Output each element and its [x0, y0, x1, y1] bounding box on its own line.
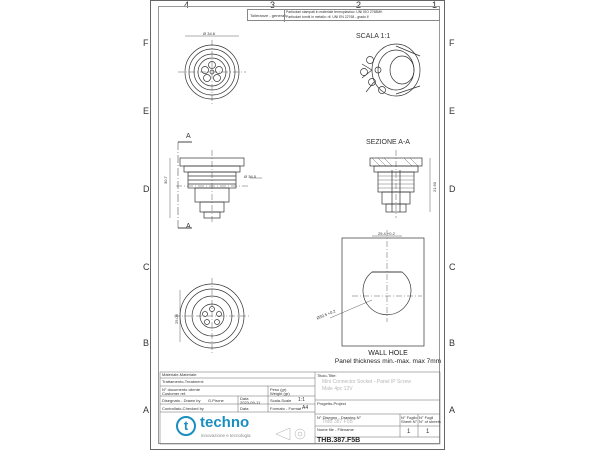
- tb-checked-by: Controllato-Checked by: [162, 406, 204, 411]
- back-view: [174, 278, 250, 354]
- isometric-view: [361, 44, 421, 96]
- zone-right-b: B: [449, 338, 456, 348]
- tb-sheet-label: N° Foglio: [401, 415, 418, 420]
- tb-format-value: A4: [302, 405, 309, 411]
- tb-materiale: Materiale-Materiale:: [162, 372, 198, 377]
- dim-height: 30.7: [163, 176, 168, 184]
- tb-sheet-label-en: Sheet N°: [401, 419, 418, 424]
- wall-hole-subtitle: Panel thickness min.-max. max 7mm: [334, 358, 442, 365]
- zone-left-c: C: [143, 262, 150, 272]
- zone-right-d: D: [449, 184, 456, 194]
- zone-left-f: F: [143, 38, 149, 48]
- zone-left-e: E: [143, 106, 150, 116]
- dim-hole-diameter: Ø30.5 +0.2: [315, 308, 337, 321]
- zone-right-a: A: [449, 405, 456, 415]
- tb-title-value-2: Male 4pc 12V: [322, 386, 353, 392]
- tb-trattamento: Trattamento-Treatment:: [162, 379, 204, 384]
- section-title: SEZIONE A-A: [366, 139, 410, 146]
- tb-sheets-label: N° Fogli: [419, 415, 434, 420]
- tb-of-sheets-label: N° of sheets: [419, 419, 441, 424]
- tb-format-label: Formato - Format: [270, 406, 302, 411]
- tb-drawn-by-label: Disegnato - Drawn by: [162, 398, 201, 403]
- zone-top-2: 2: [356, 0, 362, 10]
- zone-right-c: C: [449, 262, 456, 272]
- front-view-top: [178, 36, 246, 104]
- zone-left-b: B: [143, 338, 150, 348]
- tb-drawing-number-value: TMB 387 F5B: [322, 419, 353, 425]
- zone-top-4: 4: [184, 0, 190, 10]
- tb-title-label: Titolo-Title:: [317, 373, 337, 378]
- zone-top-1: 1: [432, 0, 438, 10]
- section-marker-bottom: A: [186, 223, 191, 230]
- tolerance-line-2: Particolari torniti in metallo: rif. UNI EN 22768 - grado f/: [286, 15, 369, 19]
- wall-hole-view: [330, 230, 424, 346]
- wall-hole-title: WALL HOLE: [368, 350, 408, 357]
- side-view: [170, 142, 262, 228]
- zone-right-e: E: [449, 106, 456, 116]
- tb-filename-value: THB.387.F5B: [317, 437, 361, 444]
- tb-title-value: Mini Connector Socket - Panel IP Screw: [322, 379, 411, 385]
- company-logo: [176, 414, 286, 442]
- dim-side-diameter: Ø 36.5: [244, 174, 257, 179]
- tolerance-label: Tolleranze - generali: [250, 13, 287, 18]
- tb-filename-label: Nome file - Filename: [317, 427, 354, 432]
- zone-right-f: F: [449, 38, 455, 48]
- dim-hole-width: 25.4 +0.2: [378, 231, 395, 236]
- tb-customer-ref: Customer ref.: [162, 391, 187, 396]
- tb-scale-label: Scala-Scale: [270, 398, 292, 403]
- section-marker-top: A: [186, 133, 191, 140]
- tb-peso: Peso (gr): [270, 387, 287, 392]
- tb-weight: Weight (gr): [270, 391, 290, 396]
- logo-tagline: innovazione e tecnologia: [201, 433, 251, 438]
- logo-t-icon: t: [176, 416, 196, 436]
- tolerance-line-1: Particolari stampati in materiale termoplastico: UNI ISO 2768MK: [286, 10, 383, 14]
- zone-left-a: A: [143, 405, 150, 415]
- zone-top-3: 3: [270, 0, 276, 10]
- tb-drawing-number-label: N° Disegno - Drawing N°: [317, 415, 362, 420]
- section-view: [370, 150, 430, 218]
- tb-sheet-value: 1: [407, 429, 411, 435]
- scale-label: SCALA 1:1: [356, 33, 391, 40]
- tb-scale-value: 1:1: [298, 397, 305, 403]
- zone-left-d: D: [143, 184, 150, 194]
- tb-project-label: Progetto-Project: [317, 401, 346, 406]
- tb-sheets-value: 1: [426, 429, 430, 435]
- dim-front-diameter: Ø 34.6: [203, 31, 216, 36]
- tb-doc-number: N° documento cliente: [162, 387, 201, 392]
- dim-section-height: 21.60: [432, 181, 437, 192]
- tb-drawn-by-name: G.Pirone: [208, 398, 224, 403]
- tb-date-label-2: Data: [240, 406, 249, 411]
- tb-date-value: 2023-09-11: [240, 400, 261, 405]
- tb-date-label: Data: [240, 396, 249, 401]
- logo-wordmark: techno: [200, 414, 250, 431]
- dim-back: 25.06: [174, 313, 179, 324]
